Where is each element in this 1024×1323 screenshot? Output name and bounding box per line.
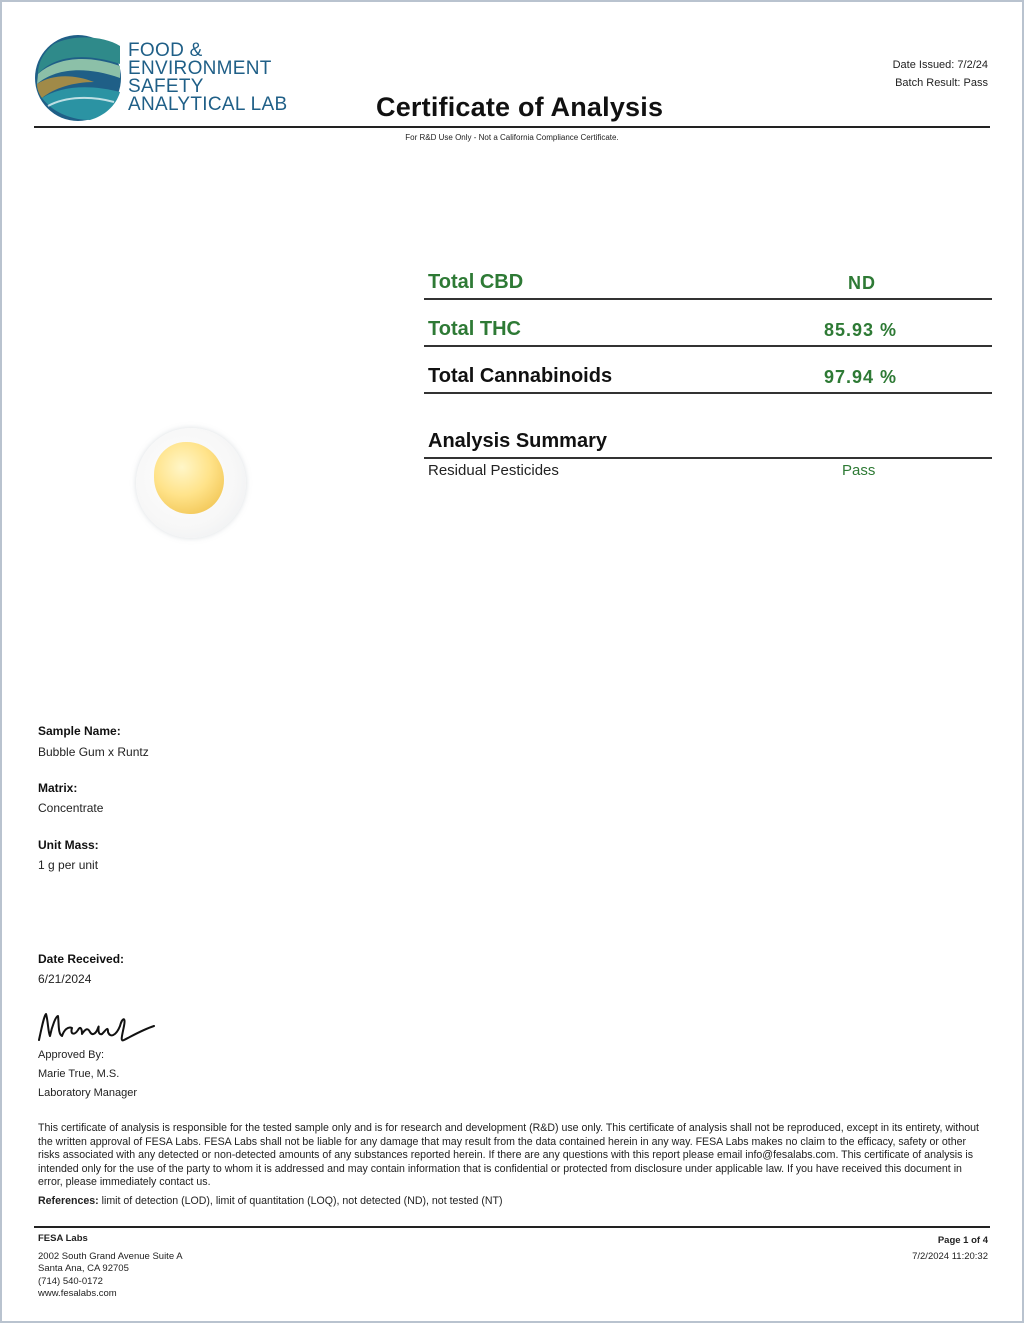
footer-address-line: 2002 South Grand Avenue Suite A bbox=[38, 1251, 183, 1263]
unit-mass-value: 1 g per unit bbox=[38, 858, 99, 872]
report-timestamp: 7/2/2024 11:20:32 bbox=[912, 1251, 988, 1262]
disclaimer-text: This certificate of analysis is responsible for the tested sample only and is for research and development (R&D) use only. This certificate of analysis shall not be reproduced, except in its entirety, without the written approval of FESA Labs. FESA Labs shall not be liable for any damage that may result from the data contained herein in any way. FESA Labs makes no claim to the efficacy, safety or other risks associated with any detected or non-detected amounts of any substances reported herein. If there are any questions with this report please email info@fesalabs.com. This certificate of analysis is intended only for the use of the party to whom it is addressed and may contain information that is confidential or protected from disclosure under applicable law. If you have received this document in error, please immediately contact us. bbox=[38, 1122, 979, 1188]
matrix-label: Matrix: bbox=[38, 781, 78, 795]
summary-divider bbox=[424, 457, 992, 459]
sample-name-value: Bubble Gum x Runtz bbox=[38, 745, 149, 759]
approver-role: Laboratory Manager bbox=[38, 1087, 138, 1099]
analysis-summary-title: Analysis Summary bbox=[428, 430, 607, 452]
footer-address bbox=[38, 1233, 183, 1300]
potency-value: 97.94 % bbox=[824, 367, 898, 387]
potency-value: ND bbox=[848, 273, 876, 293]
summary-row-result: Pass bbox=[842, 462, 876, 479]
potency-label: Total Cannabinoids bbox=[428, 365, 613, 387]
references-label: References: bbox=[38, 1195, 99, 1207]
batch-result: Batch Result: Pass bbox=[895, 77, 988, 89]
date-issued: Date Issued: 7/2/24 bbox=[892, 59, 988, 71]
page-title: Certificate of Analysis bbox=[376, 92, 664, 122]
compliance-note: For R&D Use Only - Not a California Compliance Certificate. bbox=[405, 133, 619, 142]
sample-concentrate bbox=[154, 442, 224, 514]
unit-mass-label: Unit Mass: bbox=[38, 838, 99, 852]
potency-row-thc bbox=[424, 307, 992, 347]
logo-line: ANALYTICAL LAB bbox=[128, 94, 288, 115]
header-divider bbox=[34, 126, 990, 128]
matrix-value: Concentrate bbox=[38, 801, 104, 815]
page-number: Page 1 of 4 bbox=[937, 1235, 988, 1246]
fesa-logo-icon bbox=[34, 34, 122, 122]
potency-row-total bbox=[424, 354, 992, 394]
header-meta bbox=[893, 56, 988, 92]
footer-divider bbox=[34, 1226, 990, 1228]
footer-page-info bbox=[912, 1233, 988, 1265]
logo-wordmark bbox=[128, 42, 287, 114]
references-text: limit of detection (LOD), limit of quantitation (LOQ), not detected (ND), not tested (NT) bbox=[101, 1195, 503, 1207]
signature-icon bbox=[36, 1006, 156, 1048]
footer-company: FESA Labs bbox=[38, 1233, 88, 1244]
references bbox=[38, 1195, 503, 1207]
date-received-label: Date Received: bbox=[38, 952, 125, 966]
approver-name: Marie True, M.S. bbox=[38, 1068, 120, 1080]
logo-line: ENVIRONMENT bbox=[128, 58, 272, 79]
sample-name-label: Sample Name: bbox=[38, 724, 121, 738]
footer-phone: (714) 540-0172 bbox=[38, 1275, 103, 1287]
logo-line: FOOD & bbox=[128, 40, 203, 61]
potency-label: Total THC bbox=[428, 318, 521, 340]
date-received-value: 6/21/2024 bbox=[38, 972, 92, 986]
summary-row-label: Residual Pesticides bbox=[428, 462, 559, 479]
potency-value: 85.93 % bbox=[824, 320, 898, 340]
logo-line: SAFETY bbox=[128, 76, 204, 97]
approved-by-label: Approved By: bbox=[38, 1049, 105, 1061]
footer-address-line: Santa Ana, CA 92705 bbox=[38, 1263, 129, 1275]
footer-website: www.fesalabs.com bbox=[38, 1287, 117, 1299]
potency-label: Total CBD bbox=[428, 271, 524, 293]
potency-row-cbd bbox=[424, 260, 992, 300]
